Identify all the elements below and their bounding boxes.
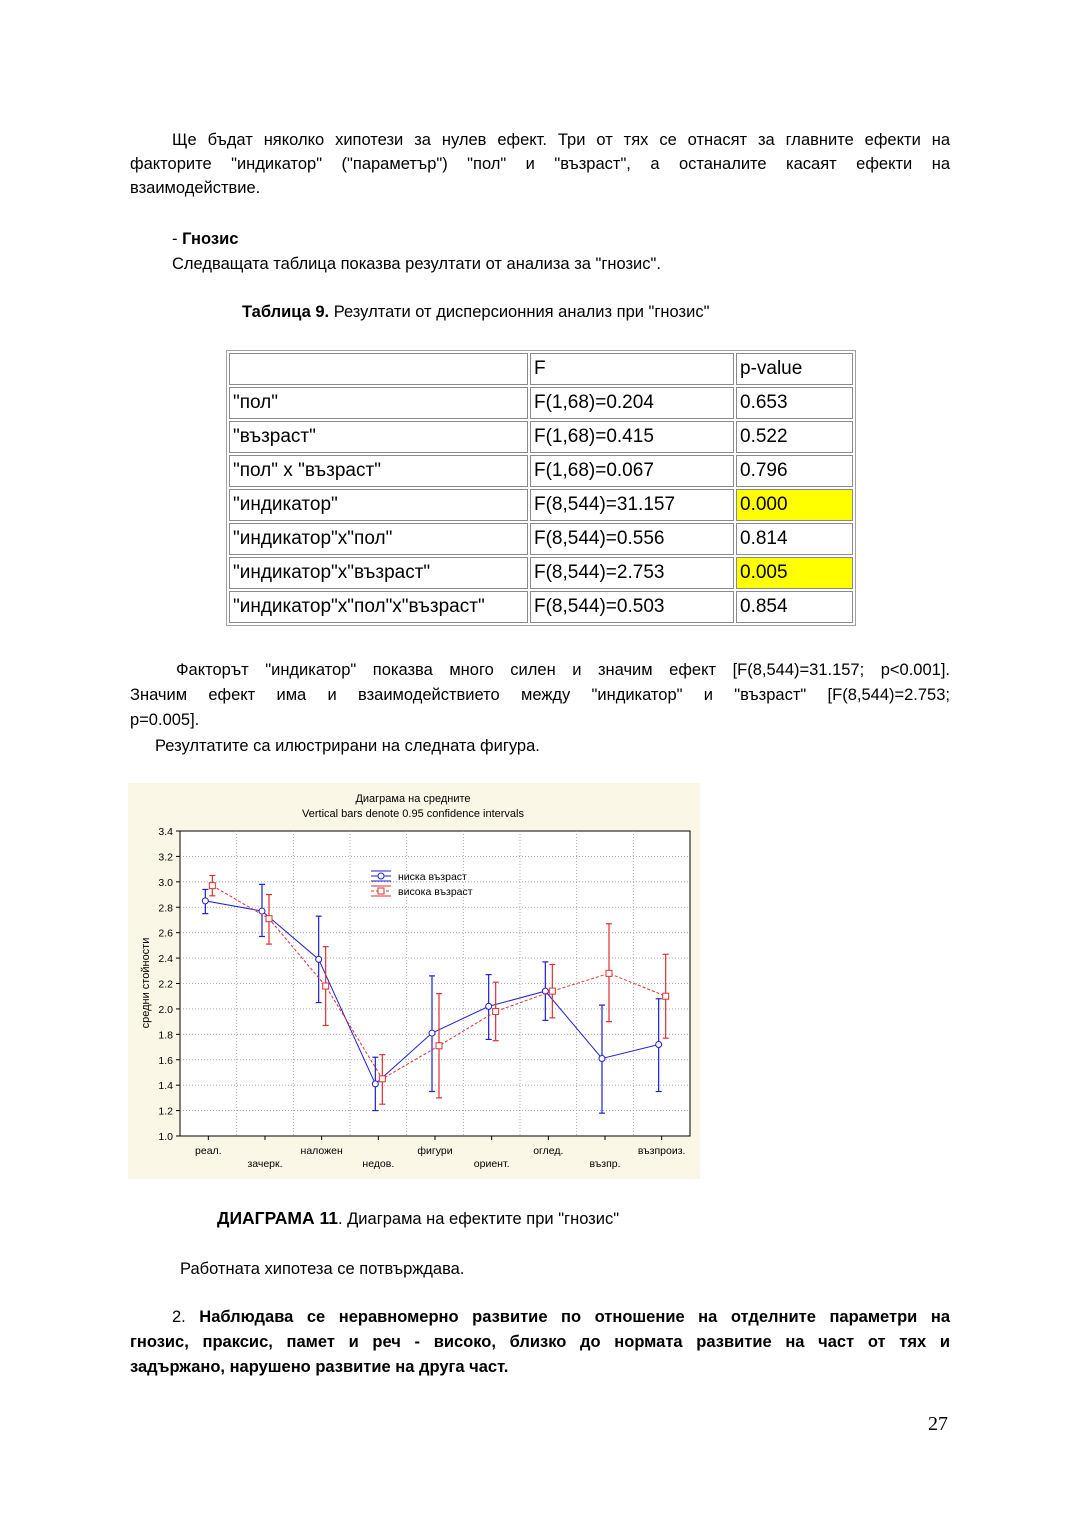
x-tick-label: възпр. (589, 1158, 621, 1170)
table-cell-p-highlighted: 0.000 (736, 489, 853, 521)
y-tick-label: 1.2 (158, 1105, 173, 1118)
data-point (656, 1042, 662, 1048)
table-cell-f: F(8,544)=0.503 (530, 591, 734, 623)
x-tick-label: недов. (362, 1158, 395, 1170)
intro-line-3: взаимодействие. (130, 179, 261, 197)
figure-caption-text: . Диаграма на ефектите при "гнозис" (337, 1210, 620, 1228)
table-cell-p: 0.814 (736, 523, 853, 555)
table-cell-f: F(1,68)=0.415 (530, 421, 734, 453)
table-cell-p: 0.854 (736, 591, 853, 623)
result-line-4: Резултатите са илюстрирани на следната фигура. (155, 737, 540, 755)
table-cell-factor: "индикатор"x"възраст" (229, 557, 528, 589)
section-title: Гнозис (182, 230, 239, 248)
figure-caption (217, 1207, 619, 1231)
data-point (663, 993, 669, 999)
chart-subtitle: Vertical bars denote 0.95 confidence intervals (302, 808, 524, 820)
intro-line-2: факторите "индикатор" ("параметър") "пол" и "възраст", а останалите касаят ефекти на (130, 155, 950, 173)
page-number: 27 (928, 1413, 948, 1435)
result-line-1: Факторът "индикатор" показва много силен и значим ефект [F(8,544)=31.157; p<0.001]. (176, 661, 950, 679)
point2-number: 2. (172, 1308, 186, 1326)
y-tick-label: 1.6 (158, 1054, 173, 1067)
y-tick-label: 2.2 (158, 978, 173, 991)
intro-line-1: Ще бъдат няколко хипотези за нулев ефект. Три от тях се отнасят за главните ефекти на (172, 131, 950, 149)
x-tick-label: зачерк. (247, 1158, 283, 1170)
x-tick-label: фигури (417, 1145, 453, 1157)
table-header-cell (229, 353, 528, 385)
results-table (226, 350, 856, 626)
table-cell-factor: "индикатор" (229, 489, 528, 521)
table-cell-factor: "индикатор"x"пол"x"възраст" (229, 591, 528, 623)
legend-marker-low-age (378, 873, 384, 879)
table-cell-factor: "възраст" (229, 421, 528, 453)
chart-title: Диаграма на средните (355, 793, 471, 805)
table-header-cell: p-value (736, 353, 853, 385)
table-cell-f: F(1,68)=0.067 (530, 455, 734, 487)
point2-line-1 (172, 1306, 950, 1329)
data-point (266, 916, 272, 922)
table-cell-factor: "пол" (229, 387, 528, 419)
y-tick-label: 3.4 (158, 826, 173, 838)
x-tick-label: реал. (195, 1145, 222, 1157)
data-point (316, 956, 322, 962)
result-line-2: Значим ефект има и взаимодействието между "индикатор" и "възраст" [F(8,544)=2.753; (130, 686, 950, 704)
table-cell-factor: "индикатор"x"пол" (229, 523, 528, 555)
table-row (229, 489, 853, 521)
table-caption (242, 301, 709, 324)
section-heading (172, 228, 238, 251)
table-cell-f: F(8,544)=2.753 (530, 557, 734, 589)
table-cell-factor: "пол" x "възраст" (229, 455, 528, 487)
table-cell-p: 0.522 (736, 421, 853, 453)
y-tick-label: 3.2 (158, 851, 173, 864)
point2-line-2: гнозис, праксис, памет и реч - високо, близко до нормата развитие на част от тях и (130, 1333, 950, 1351)
data-point (372, 1081, 378, 1087)
section-dash: - (172, 230, 183, 248)
table-header-cell: F (530, 353, 734, 385)
result-line-3: p=0.005]. (130, 711, 200, 729)
data-point (429, 1030, 435, 1036)
y-tick-label: 1.8 (158, 1029, 173, 1042)
table-cell-f: F(8,544)=0.556 (530, 523, 734, 555)
data-point (599, 1055, 605, 1061)
y-tick-label: 1.0 (158, 1131, 173, 1143)
x-tick-label: оглед. (533, 1145, 564, 1157)
table-cell-f: F(8,544)=31.157 (530, 489, 734, 521)
table-row (229, 591, 853, 623)
data-point (323, 983, 329, 989)
data-point (209, 883, 215, 889)
table-cell-p: 0.796 (736, 455, 853, 487)
table-caption-label: Таблица 9. (242, 303, 330, 321)
data-point (486, 1003, 492, 1009)
table-cell-p-highlighted: 0.005 (736, 557, 853, 589)
x-tick-label: ориент. (473, 1158, 510, 1170)
table-cell-p: 0.653 (736, 387, 853, 419)
table-cell-f: F(1,68)=0.204 (530, 387, 734, 419)
y-tick-label: 2.6 (158, 927, 173, 940)
data-point (259, 908, 265, 914)
data-point (493, 1008, 499, 1014)
y-tick-label: 2.0 (158, 1003, 173, 1016)
y-tick-label: 3.0 (158, 876, 173, 889)
data-point (436, 1043, 442, 1049)
figure-caption-label: ДИАГРАМА 11 (217, 1208, 338, 1228)
data-point (606, 970, 612, 976)
table-row (229, 387, 853, 419)
data-point (549, 988, 555, 994)
table-row (229, 523, 853, 555)
legend-label-high-age: висока възраст (398, 886, 473, 898)
point2-text: Наблюдава се неравномерно развитие по отношение на отделните параметри на (185, 1308, 950, 1326)
x-tick-label: възпроиз. (637, 1145, 686, 1157)
data-point (202, 898, 208, 904)
legend-label-low-age: ниска възраст (398, 871, 467, 883)
confirm-text: Работната хипотеза се потвърждава. (180, 1260, 465, 1278)
legend-marker-high-age (378, 888, 384, 894)
means-chart (128, 783, 700, 1179)
table-row (229, 421, 853, 453)
data-point (379, 1076, 385, 1082)
section-text: Следващата таблица показва резултати от анализа за "гнозис". (172, 255, 661, 273)
x-tick-label: наложен (300, 1145, 343, 1157)
table-header-row (229, 353, 853, 385)
table-caption-text: Резултати от дисперсионния анализ при "гнозис" (329, 303, 710, 321)
y-tick-label: 1.4 (158, 1080, 173, 1093)
y-tick-label: 2.8 (158, 902, 173, 915)
point2-line-3: задържано, нарушено развитие на друга част. (130, 1358, 509, 1376)
y-tick-label: 2.4 (158, 953, 173, 966)
table-row (229, 557, 853, 589)
y-axis-label: средни стойности (140, 937, 152, 1029)
table-row (229, 455, 853, 487)
